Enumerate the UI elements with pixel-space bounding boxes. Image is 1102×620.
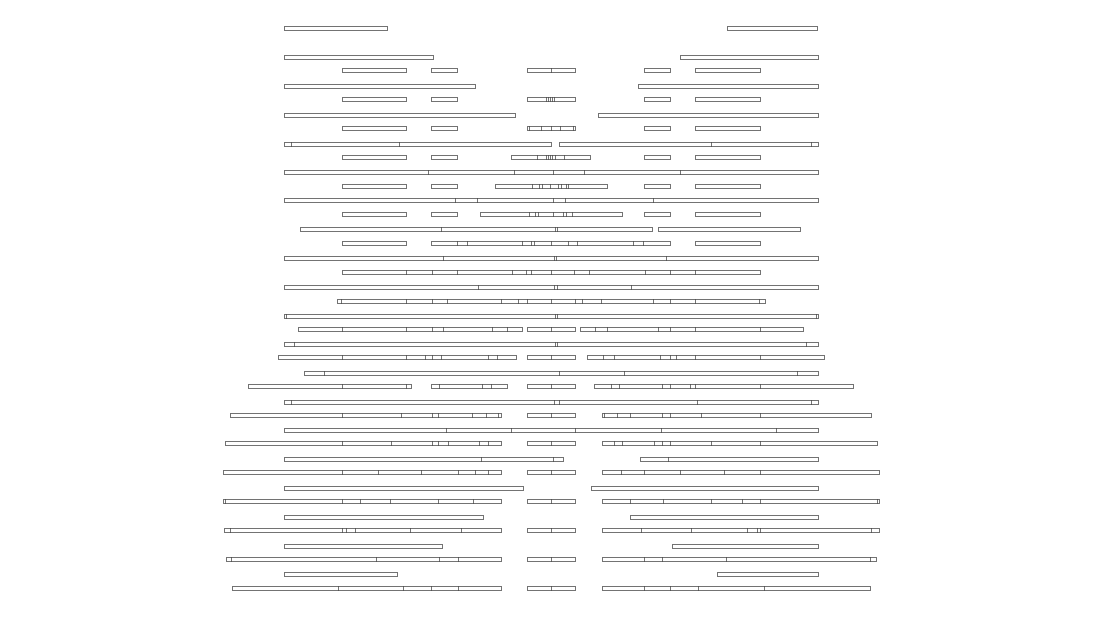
bar-outline <box>603 587 871 591</box>
bar-segment-84 <box>631 516 819 520</box>
bar-outline <box>343 69 407 73</box>
bar-outline <box>641 458 819 462</box>
bar-segment-51 <box>338 300 766 304</box>
bar-segment-61 <box>249 385 412 389</box>
bar-outline <box>285 143 552 147</box>
bar-segment-17 <box>285 114 516 118</box>
bar-outline <box>432 69 458 73</box>
bar-outline <box>227 558 502 562</box>
bar-segment-9 <box>696 69 761 73</box>
bar-segment-44 <box>659 228 801 232</box>
bar-outline <box>603 500 880 504</box>
bar-segment-10 <box>285 85 476 89</box>
bar-outline <box>343 213 407 217</box>
bar-segment-97 <box>603 587 871 591</box>
bar-segment-42 <box>696 213 761 217</box>
bar-outline <box>696 213 761 217</box>
bar-segment-7 <box>528 69 576 73</box>
bar-outline <box>432 127 458 131</box>
bar-outline <box>279 356 517 360</box>
bar-outline <box>343 127 407 131</box>
bar-outline <box>226 442 502 446</box>
bar-outline <box>432 213 458 217</box>
bar-segment-62 <box>432 385 508 389</box>
bar-outline <box>659 228 801 232</box>
bar-segment-15 <box>645 98 671 102</box>
bar-segment-64 <box>595 385 854 389</box>
bar-outline <box>249 385 412 389</box>
bar-segment-95 <box>233 587 502 591</box>
bar-segment-87 <box>603 529 880 533</box>
bar-outline <box>718 573 819 577</box>
bar-segment-94 <box>718 573 819 577</box>
bar-outline <box>224 500 502 504</box>
bar-outline <box>285 27 388 31</box>
bar-outline <box>285 545 443 549</box>
bar-outline <box>285 85 476 89</box>
bar-outline <box>432 185 458 189</box>
bar-outline <box>681 56 819 60</box>
bar-segment-69 <box>285 429 819 433</box>
bar-outline <box>285 401 819 405</box>
bar-segment-34 <box>496 185 608 189</box>
bar-segment-81 <box>528 500 576 504</box>
bar-segment-65 <box>285 401 819 405</box>
bar-segment-25 <box>560 143 819 147</box>
bar-segment-90 <box>227 558 502 562</box>
bar-outline <box>696 69 761 73</box>
bar-segment-52 <box>285 315 819 319</box>
bar-outline <box>603 471 880 475</box>
bar-outline <box>285 171 819 175</box>
bar-segment-20 <box>432 127 458 131</box>
bar-segment-71 <box>528 442 576 446</box>
bar-segment-49 <box>343 271 761 275</box>
bar-segment-66 <box>231 414 502 418</box>
bar-segment-50 <box>285 286 819 290</box>
bar-segment-31 <box>285 171 819 175</box>
bar-outline <box>285 315 819 319</box>
bar-outline <box>631 516 819 520</box>
bar-segment-54 <box>528 328 576 332</box>
bar-segment-57 <box>279 356 517 360</box>
bar-outline <box>225 529 502 533</box>
bar-outline <box>592 487 819 491</box>
bar-outline <box>673 545 819 549</box>
bar-outline <box>432 385 508 389</box>
bar-segment-16 <box>696 98 761 102</box>
bar-segment-23 <box>696 127 761 131</box>
bar-segment-43 <box>301 228 653 232</box>
bar-outline <box>285 429 819 433</box>
bar-segment-46 <box>432 242 671 246</box>
bar-segment-86 <box>528 529 576 533</box>
bar-outline <box>231 414 502 418</box>
bar-segment-2 <box>728 27 818 31</box>
bar-outline <box>343 98 407 102</box>
bar-outline <box>645 69 671 73</box>
bar-segment-32 <box>343 185 407 189</box>
bar-outline <box>560 143 819 147</box>
bar-outline <box>595 385 854 389</box>
bar-segment-24 <box>285 143 552 147</box>
bar-segment-53 <box>299 328 523 332</box>
bar-segment-40 <box>481 213 623 217</box>
bar-segment-35 <box>645 185 671 189</box>
bar-segment-56 <box>285 343 819 347</box>
bar-segment-88 <box>285 545 443 549</box>
bar-segment-27 <box>432 156 458 160</box>
bar-outline <box>299 328 523 332</box>
bar-segment-21 <box>528 127 576 131</box>
bar-outline <box>603 442 878 446</box>
bar-segment-5 <box>343 69 407 73</box>
bar-segment-33 <box>432 185 458 189</box>
bar-outline <box>728 27 818 31</box>
bar-segment-58 <box>528 356 576 360</box>
bar-outline <box>432 98 458 102</box>
bar-segment-55 <box>581 328 804 332</box>
bar-segment-18 <box>599 114 819 118</box>
bar-segment-3 <box>285 56 434 60</box>
bar-segment-4 <box>681 56 819 60</box>
bar-outline <box>512 156 591 160</box>
bar-outline <box>603 558 877 562</box>
bar-outline <box>603 414 872 418</box>
bar-outline <box>285 458 564 462</box>
bar-outline <box>645 156 671 160</box>
bar-segment-72 <box>603 442 878 446</box>
bar-segment-26 <box>343 156 407 160</box>
bar-outline <box>305 372 819 376</box>
bar-segment-38 <box>343 213 407 217</box>
bar-segment-68 <box>603 414 872 418</box>
bar-outline <box>285 114 516 118</box>
bar-outline <box>343 156 407 160</box>
bar-outline <box>528 98 576 102</box>
bar-outline <box>588 356 825 360</box>
bar-outline <box>696 185 761 189</box>
bar-outline <box>696 98 761 102</box>
bar-outline <box>645 127 671 131</box>
bar-segment-93 <box>285 573 398 577</box>
bar-outline <box>343 185 407 189</box>
bar-outline <box>233 587 502 591</box>
bar-segment-22 <box>645 127 671 131</box>
bar-outline <box>696 156 761 160</box>
bar-outline <box>603 529 880 533</box>
bar-segment-75 <box>224 471 502 475</box>
bar-segment-89 <box>673 545 819 549</box>
bar-segment-76 <box>528 471 576 475</box>
bar-segment-37 <box>285 199 819 203</box>
bar-outline <box>496 185 608 189</box>
bar-segment-78 <box>285 487 524 491</box>
bar-segment-47 <box>696 242 761 246</box>
bar-outline <box>599 114 819 118</box>
bar-outline <box>481 213 623 217</box>
bar-segment-39 <box>432 213 458 217</box>
bar-outline <box>285 343 819 347</box>
bar-segment-41 <box>645 213 671 217</box>
bar-segment-67 <box>528 414 576 418</box>
bar-outline <box>285 487 524 491</box>
bar-outline <box>581 328 804 332</box>
bar-outline <box>224 471 502 475</box>
bar-outline <box>696 242 761 246</box>
bar-segment-29 <box>645 156 671 160</box>
bar-segment-77 <box>603 471 880 475</box>
bar-segment-12 <box>343 98 407 102</box>
bar-segment-13 <box>432 98 458 102</box>
bar-outline <box>645 185 671 189</box>
bar-segment-60 <box>305 372 819 376</box>
bar-segment-80 <box>224 500 502 504</box>
bar-outline <box>645 98 671 102</box>
bar-segment-79 <box>592 487 819 491</box>
bar-outline <box>285 516 484 520</box>
bar-segment-45 <box>343 242 407 246</box>
bar-segment-11 <box>639 85 819 89</box>
bar-outline <box>285 573 398 577</box>
bar-segment-96 <box>528 587 576 591</box>
bar-segment-30 <box>696 156 761 160</box>
bar-outline <box>285 199 819 203</box>
bar-outline <box>432 156 458 160</box>
bar-outline <box>645 213 671 217</box>
bar-outline <box>285 257 819 261</box>
bar-segment-6 <box>432 69 458 73</box>
bar-outline <box>696 127 761 131</box>
bar-segment-19 <box>343 127 407 131</box>
bar-segment-70 <box>226 442 502 446</box>
bar-segment-91 <box>528 558 576 562</box>
bar-segment-82 <box>603 500 880 504</box>
bar-outline <box>639 85 819 89</box>
bar-segment-48 <box>285 257 819 261</box>
bar-outline <box>343 242 407 246</box>
bar-segment-73 <box>285 458 564 462</box>
bar-segment-85 <box>225 529 502 533</box>
bar-segment-74 <box>641 458 819 462</box>
bar-outline <box>285 56 434 60</box>
bar-segment-8 <box>645 69 671 73</box>
bar-segment-92 <box>603 558 877 562</box>
bar-segment-59 <box>588 356 825 360</box>
bar-segment-28 <box>512 156 591 160</box>
bar-segment-63 <box>528 385 576 389</box>
bar-segment-36 <box>696 185 761 189</box>
bar-segment-83 <box>285 516 484 520</box>
bar-outline <box>285 286 819 290</box>
bar-outline <box>301 228 653 232</box>
bar-segment-14 <box>528 98 576 102</box>
bar-segment-1 <box>285 27 388 31</box>
